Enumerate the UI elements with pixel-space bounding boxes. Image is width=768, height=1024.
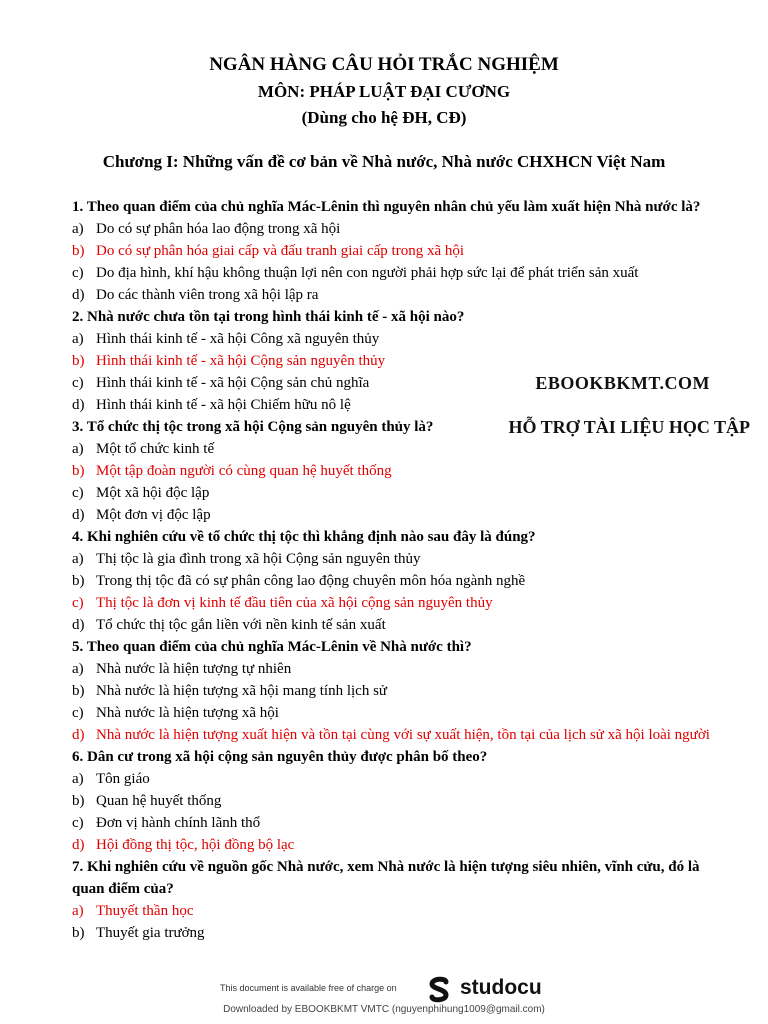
correct-answer-option xyxy=(72,240,722,262)
question-list xyxy=(72,196,722,944)
option-letter: a) xyxy=(72,771,84,787)
option-letter: a) xyxy=(72,551,84,567)
option-text: Do các thành viên trong xã hội lập ra xyxy=(96,287,319,303)
document-title: NGÂN HÀNG CÂU HỎI TRẮC NGHIỆM xyxy=(209,54,559,75)
answer-option xyxy=(72,482,722,504)
option-letter: c) xyxy=(72,815,84,831)
option-letter: b) xyxy=(72,793,85,809)
watermark-support: HỖ TRỢ TÀI LIỆU HỌC TẬP xyxy=(508,417,750,437)
option-text: Một đơn vị độc lập xyxy=(96,507,211,523)
answer-option xyxy=(72,328,722,350)
option-letter: a) xyxy=(72,441,84,457)
answer-option xyxy=(72,548,722,570)
answer-option xyxy=(72,218,722,240)
question-7: 7. Khi nghiên cứu về nguồn gốc Nhà nước, xem Nhà nước là hiện tượng siêu nhiên, vĩnh cửu, đó là quan điểm của? xyxy=(72,859,700,897)
option-text: Hình thái kinh tế - xã hội Cộng sản chủ nghĩa xyxy=(96,375,370,391)
availability-note: This document is available free of charge on xyxy=(220,983,397,993)
answer-option xyxy=(72,922,722,944)
option-letter: d) xyxy=(72,617,85,633)
download-note: Downloaded by EBOOKBKMT VMTC (nguyenphihung1009@gmail.com) xyxy=(223,1004,545,1015)
option-text: Một xã hội độc lập xyxy=(96,485,210,501)
answer-option xyxy=(72,614,722,636)
studocu-brand[interactable]: studocu xyxy=(460,976,542,999)
option-text: Thị tộc là đơn vị kinh tế đầu tiên của xã hội cộng sản nguyên thủy xyxy=(96,595,493,611)
chapter-heading: Chương I: Những vấn đề cơ bản về Nhà nước, Nhà nước CHXHCN Việt Nam xyxy=(102,152,666,171)
correct-answer-option xyxy=(72,724,722,746)
option-text: Một tổ chức kinh tế xyxy=(96,441,215,457)
answer-option xyxy=(72,504,722,526)
option-text: Nhà nước là hiện tượng xã hội mang tính lịch sử xyxy=(96,683,388,699)
option-text: Do có sự phân hóa lao động trong xã hội xyxy=(96,221,341,237)
answer-option xyxy=(72,790,722,812)
option-letter: a) xyxy=(72,661,84,677)
option-letter: b) xyxy=(72,463,85,479)
option-text: Nhà nước là hiện tượng tự nhiên xyxy=(96,661,292,677)
answer-option xyxy=(72,658,722,680)
correct-answer-option xyxy=(72,350,722,372)
option-text: Hình thái kinh tế - xã hội Cộng sản nguyên thủy xyxy=(96,353,386,369)
subject-heading: MÔN: PHÁP LUẬT ĐẠI CƯƠNG xyxy=(257,82,511,101)
answer-option xyxy=(72,812,722,834)
option-letter: d) xyxy=(72,837,85,853)
option-text: Thị tộc là gia đình trong xã hội Cộng sản nguyên thủy xyxy=(96,551,421,567)
option-text: Thuyết gia trưởng xyxy=(96,925,205,941)
option-text: Thuyết thần học xyxy=(96,903,194,919)
option-text: Nhà nước là hiện tượng xuất hiện và tồn tại cùng với sự xuất hiện, tồn tại của lịch sử xã hội loài người xyxy=(96,727,710,743)
watermark-site: EBOOKBKMT.COM xyxy=(535,373,710,393)
option-letter: d) xyxy=(72,507,85,523)
question-4: 4. Khi nghiên cứu về tổ chức thị tộc thì khẳng định nào sau đây là đúng? xyxy=(72,529,536,545)
option-text: Trong thị tộc đã có sự phân công lao động chuyên môn hóa ngành nghề xyxy=(96,573,526,589)
answer-option xyxy=(72,262,722,284)
answer-option xyxy=(72,702,722,724)
question-5: 5. Theo quan điểm của chủ nghĩa Mác-Lênin về Nhà nước thì? xyxy=(72,639,472,655)
correct-answer-option xyxy=(72,592,722,614)
question-2: 2. Nhà nước chưa tồn tại trong hình thái kinh tế - xã hội nào? xyxy=(72,309,465,325)
option-letter: a) xyxy=(72,221,84,237)
option-text: Quan hệ huyết thống xyxy=(96,793,222,809)
option-text: Do có sự phân hóa giai cấp và đấu tranh giai cấp trong xã hội xyxy=(96,243,465,259)
option-letter: b) xyxy=(72,353,85,369)
answer-option xyxy=(72,438,722,460)
option-letter: d) xyxy=(72,727,85,743)
option-letter: c) xyxy=(72,705,84,721)
studocu-footer xyxy=(0,974,768,1024)
option-text: Tôn giáo xyxy=(96,771,150,787)
option-letter: d) xyxy=(72,287,85,303)
option-letter: b) xyxy=(72,243,85,259)
option-letter: d) xyxy=(72,397,85,413)
correct-answer-option xyxy=(72,900,722,922)
question-3: 3. Tổ chức thị tộc trong xã hội Cộng sản nguyên thủy là? xyxy=(72,419,434,435)
option-letter: c) xyxy=(72,485,84,501)
option-text: Tổ chức thị tộc gắn liền với nền kinh tế sản xuất xyxy=(96,617,386,633)
option-letter: c) xyxy=(72,265,84,281)
option-text: Do địa hình, khí hậu không thuận lợi nên con người phải hợp sức lại để phát triển sản xuất xyxy=(96,265,639,281)
studocu-logo-icon[interactable] xyxy=(424,976,454,1004)
option-text: Nhà nước là hiện tượng xã hội xyxy=(96,705,279,721)
answer-option xyxy=(72,284,722,306)
option-letter: b) xyxy=(72,573,85,589)
option-letter: c) xyxy=(72,595,84,611)
option-letter: b) xyxy=(72,925,85,941)
option-text: Hình thái kinh tế - xã hội Công xã nguyên thủy xyxy=(96,331,380,347)
option-letter: b) xyxy=(72,683,85,699)
option-text: Một tập đoàn người có cùng quan hệ huyết thống xyxy=(96,463,392,479)
correct-answer-option xyxy=(72,460,722,482)
question-1: 1. Theo quan điểm của chủ nghĩa Mác-Lênin thì nguyên nhân chủ yếu làm xuất hiện Nhà nước là? xyxy=(72,199,701,215)
option-text: Hội đồng thị tộc, hội đồng bộ lạc xyxy=(96,837,295,853)
correct-answer-option xyxy=(72,834,722,856)
answer-option xyxy=(72,680,722,702)
answer-option xyxy=(72,570,722,592)
answer-option xyxy=(72,394,722,416)
option-text: Đơn vị hành chính lãnh thổ xyxy=(96,815,261,831)
option-letter: c) xyxy=(72,375,84,391)
option-letter: a) xyxy=(72,331,84,347)
option-text: Hình thái kinh tế - xã hội Chiếm hữu nô lệ xyxy=(96,397,351,413)
answer-option xyxy=(72,768,722,790)
usage-note: (Dùng cho hệ ĐH, CĐ) xyxy=(301,108,467,127)
option-letter: a) xyxy=(72,903,84,919)
question-6: 6. Dân cư trong xã hội cộng sản nguyên thủy được phân bố theo? xyxy=(72,749,488,765)
